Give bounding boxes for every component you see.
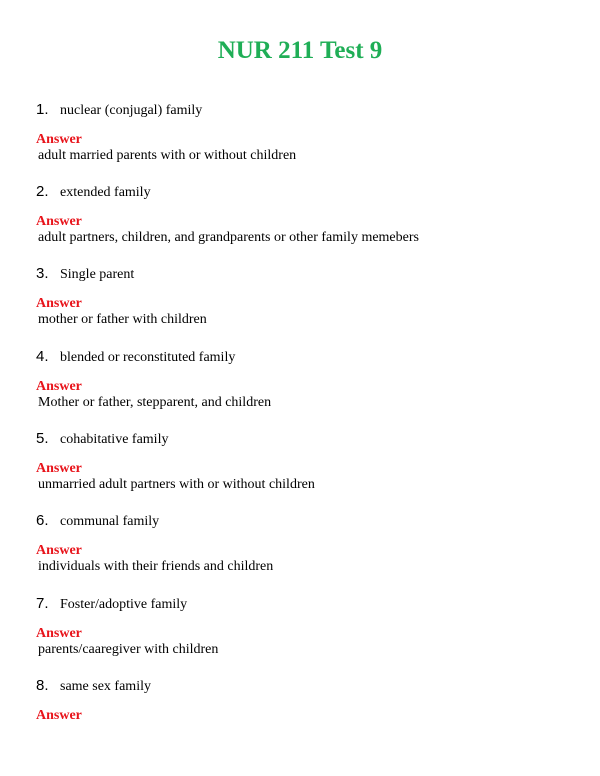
question-number: 7.	[36, 595, 49, 612]
question-term: cohabitative family	[60, 432, 169, 447]
question-number: 5.	[36, 430, 49, 447]
question	[36, 676, 576, 696]
list-item	[36, 264, 576, 327]
question	[36, 594, 576, 614]
list-item	[36, 511, 576, 574]
answer-text: parents/caaregiver with children	[38, 642, 219, 657]
list-item	[36, 347, 576, 410]
question-number: 6.	[36, 512, 49, 529]
question	[36, 264, 576, 284]
list-item	[36, 182, 576, 245]
question	[36, 100, 576, 120]
question	[36, 511, 576, 531]
answer-text: individuals with their friends and children	[38, 559, 274, 574]
question-term: Foster/adoptive family	[60, 597, 188, 612]
question-term: Single parent	[60, 267, 135, 282]
answer-label: Answer	[36, 379, 82, 394]
list-item	[36, 676, 576, 723]
question	[36, 347, 576, 367]
question-term: extended family	[60, 185, 151, 200]
answer-label: Answer	[36, 543, 82, 558]
question-number: 1.	[36, 101, 49, 118]
answer-label: Answer	[36, 461, 82, 476]
answer-text: mother or father with children	[38, 312, 207, 327]
question-term: same sex family	[60, 679, 151, 694]
question-number: 8.	[36, 677, 49, 694]
question-number: 2.	[36, 183, 49, 200]
list-item	[36, 100, 576, 163]
answer-text: adult married parents with or without children	[38, 148, 297, 163]
answer-text: adult partners, children, and grandparents or other family memebers	[38, 230, 419, 245]
list-item	[36, 429, 576, 492]
answer-label: Answer	[36, 132, 82, 147]
question-term: nuclear (conjugal) family	[60, 103, 203, 118]
list-item	[36, 594, 576, 657]
question	[36, 182, 576, 202]
question-number: 4.	[36, 348, 49, 365]
answer-label: Answer	[36, 296, 82, 311]
question-term: blended or reconstituted family	[60, 350, 236, 365]
question-number: 3.	[36, 265, 49, 282]
answer-text: Mother or father, stepparent, and children	[38, 395, 272, 410]
answer-text: unmarried adult partners with or without children	[38, 477, 315, 492]
answer-label: Answer	[36, 708, 82, 723]
question-term: communal family	[60, 514, 160, 529]
question	[36, 429, 576, 449]
answer-label: Answer	[36, 214, 82, 229]
answer-label: Answer	[36, 626, 82, 641]
page-title: NUR 211 Test 9	[217, 37, 383, 64]
